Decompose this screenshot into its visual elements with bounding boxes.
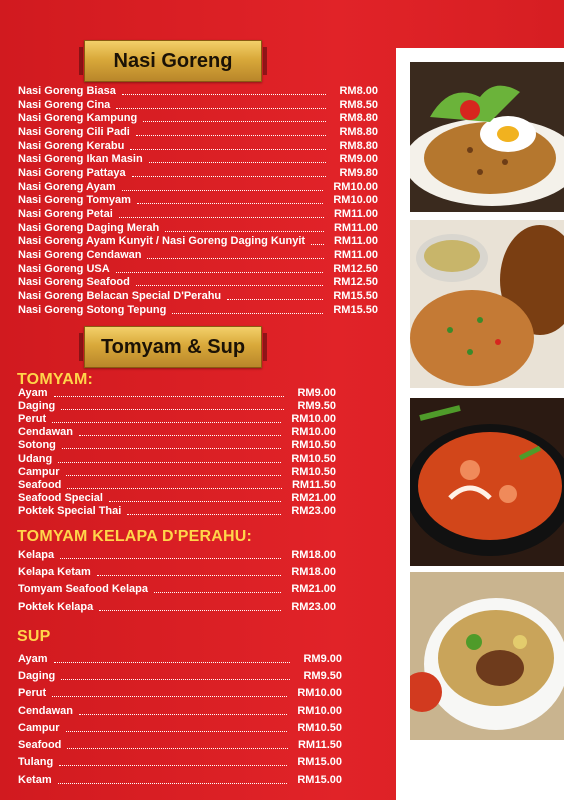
menu-item-price: RM10.50 — [291, 452, 336, 465]
menu-item-price: RM18.00 — [291, 565, 336, 578]
menu-item — [18, 98, 378, 112]
sup-list — [18, 650, 342, 788]
menu-item — [18, 426, 336, 439]
menu-item-price: RM12.50 — [333, 276, 378, 289]
menu-item-price: RM15.00 — [297, 756, 342, 769]
leader-dots — [143, 120, 326, 122]
menu-item-price: RM9.50 — [297, 399, 336, 412]
leader-dots — [149, 161, 326, 163]
menu-item-name: Poktek Special Thai — [18, 505, 122, 518]
nasi-goreng-title: Nasi Goreng — [113, 49, 233, 72]
menu-item — [18, 771, 342, 788]
menu-item-name: Perut — [18, 412, 47, 425]
leader-dots — [52, 421, 281, 423]
menu-item-price: RM15.00 — [297, 773, 342, 786]
menu-item — [18, 581, 336, 598]
menu-item-price: RM9.00 — [297, 386, 336, 399]
menu-item — [18, 719, 342, 736]
menu-item-name: Ayam — [18, 386, 48, 399]
menu-item-name: Poktek Kelapa — [18, 600, 94, 613]
menu-item-name: Campur — [18, 721, 60, 734]
menu-item-price: RM8.80 — [339, 112, 378, 125]
leader-dots — [66, 730, 288, 732]
menu-item-name: Ketam — [18, 773, 52, 786]
tomyam-list — [18, 386, 336, 518]
menu-item-price: RM10.00 — [297, 704, 342, 717]
leader-dots — [61, 408, 284, 410]
leader-dots — [116, 107, 326, 109]
leader-dots — [67, 747, 288, 749]
menu-item-price: RM10.50 — [291, 439, 336, 452]
menu-item-name: Nasi Goreng Kerabu — [18, 139, 125, 152]
menu-item-price: RM10.50 — [291, 465, 336, 478]
menu-item — [18, 276, 378, 290]
menu-item — [18, 125, 378, 139]
menu-item — [18, 386, 336, 399]
menu-item — [18, 563, 336, 580]
menu-item — [18, 505, 336, 518]
menu-item — [18, 180, 378, 194]
menu-item-name: Ayam — [18, 652, 48, 665]
leader-dots — [58, 782, 288, 784]
leader-dots — [97, 574, 282, 576]
leader-dots — [154, 591, 281, 593]
leader-dots — [147, 257, 323, 259]
menu-item-name: Nasi Goreng Ayam Kunyit / Nasi Goreng Daging Kunyit — [18, 235, 306, 248]
menu-item-name: Daging — [18, 669, 56, 682]
nasi-goreng-list — [18, 84, 378, 317]
tomyam-heading: TOMYAM: — [17, 371, 94, 388]
menu-item — [18, 152, 378, 166]
menu-item-price: RM15.50 — [333, 303, 378, 316]
leader-dots — [122, 93, 326, 95]
menu-item — [18, 754, 342, 771]
menu-item-name: Nasi Goreng Cendawan — [18, 249, 142, 262]
sup-photo — [410, 572, 564, 740]
menu-item-price: RM11.00 — [333, 221, 378, 234]
menu-item-price: RM18.00 — [291, 548, 336, 561]
leader-dots — [172, 312, 323, 314]
leader-dots — [79, 434, 281, 436]
menu-item-price: RM21.00 — [291, 492, 336, 505]
menu-item-name: Daging — [18, 399, 56, 412]
menu-item — [18, 478, 336, 491]
leader-dots — [109, 500, 281, 502]
leader-dots — [52, 695, 287, 697]
menu-item — [18, 235, 378, 249]
menu-item-price: RM10.50 — [297, 721, 342, 734]
leader-dots — [127, 513, 281, 515]
menu-item-price: RM11.50 — [297, 739, 342, 752]
menu-item — [18, 439, 336, 452]
menu-item-price: RM9.00 — [303, 652, 342, 665]
menu-item-name: Campur — [18, 465, 60, 478]
leader-dots — [67, 487, 282, 489]
menu-item — [18, 546, 336, 563]
nasi-goreng-banner — [84, 40, 262, 82]
menu-item — [18, 139, 378, 153]
tomyam-kelapa-list — [18, 546, 336, 615]
menu-item-name: Nasi Goreng Tomyam — [18, 194, 131, 207]
menu-item-name: Seafood Special — [18, 492, 103, 505]
menu-item-name: Sotong — [18, 439, 56, 452]
menu-item-name: Tomyam Seafood Kelapa — [18, 583, 148, 596]
menu-item-name: Nasi Goreng Cili Padi — [18, 125, 130, 138]
leader-dots — [137, 202, 323, 204]
menu-item — [18, 289, 378, 303]
menu-item-price: RM10.00 — [297, 687, 342, 700]
menu-item — [18, 736, 342, 753]
menu-item-price: RM23.00 — [291, 505, 336, 518]
menu-item-name: Seafood — [18, 739, 62, 752]
menu-item-name: Seafood — [18, 478, 62, 491]
menu-item-name: Cendawan — [18, 426, 74, 439]
leader-dots — [311, 243, 324, 245]
leader-dots — [165, 230, 324, 232]
menu-item-price: RM23.00 — [291, 600, 336, 613]
menu-item-name: Nasi Goreng Kampung — [18, 112, 138, 125]
menu-item — [18, 248, 378, 262]
menu-item — [18, 685, 342, 702]
menu-item — [18, 399, 336, 412]
leader-dots — [132, 175, 326, 177]
menu-item — [18, 702, 342, 719]
leader-dots — [119, 216, 324, 218]
leader-dots — [59, 764, 287, 766]
menu-item — [18, 166, 378, 180]
menu-item — [18, 221, 378, 235]
menu-item-price: RM11.00 — [333, 235, 378, 248]
menu-item-name: Nasi Goreng Sotong Tepung — [18, 303, 167, 316]
menu-item — [18, 412, 336, 425]
leader-dots — [62, 447, 281, 449]
leader-dots — [136, 284, 324, 286]
leader-dots — [58, 461, 281, 463]
leader-dots — [54, 661, 290, 663]
menu-item — [18, 598, 336, 615]
menu-item-name: Udang — [18, 452, 53, 465]
menu-item-name: Nasi Goreng Belacan Special D'Perahu — [18, 290, 222, 303]
menu-item-name: Nasi Goreng Seafood — [18, 276, 130, 289]
menu-item — [18, 207, 378, 221]
menu-item-name: Perut — [18, 687, 47, 700]
tomyam-kelapa-heading: TOMYAM KELAPA D'PERAHU: — [17, 528, 253, 545]
leader-dots — [130, 148, 326, 150]
menu-item-price: RM10.00 — [333, 180, 378, 193]
leader-dots — [227, 298, 323, 300]
menu-item-name: Nasi Goreng Ayam — [18, 180, 116, 193]
menu-item-price: RM9.50 — [303, 669, 342, 682]
menu-item-name: Nasi Goreng Pattaya — [18, 166, 126, 179]
menu-item-price: RM11.00 — [333, 249, 378, 262]
menu-item-price: RM8.80 — [339, 125, 378, 138]
menu-item-price: RM8.80 — [339, 139, 378, 152]
menu-item — [18, 650, 342, 667]
fried-rice-photo — [410, 62, 564, 212]
menu-item-price: RM12.50 — [333, 262, 378, 275]
fried-rice-chicken-photo — [410, 220, 564, 388]
menu-item — [18, 262, 378, 276]
menu-item-name: Kelapa Ketam — [18, 565, 91, 578]
menu-item-price: RM11.00 — [333, 208, 378, 221]
sup-heading: SUP — [17, 628, 51, 645]
menu-item-name: Nasi Goreng Petai — [18, 208, 113, 221]
menu-item — [18, 492, 336, 505]
menu-item-price: RM21.00 — [291, 583, 336, 596]
menu-item — [18, 667, 342, 684]
leader-dots — [99, 609, 281, 611]
menu-item-name: Kelapa — [18, 548, 55, 561]
menu-item-price: RM8.50 — [339, 98, 378, 111]
menu-item-price: RM9.00 — [339, 153, 378, 166]
tomyam-sup-banner — [84, 326, 262, 368]
leader-dots — [122, 189, 324, 191]
leader-dots — [136, 134, 326, 136]
menu-item — [18, 194, 378, 208]
tomyam-sup-title: Tomyam & Sup — [100, 335, 246, 358]
menu-item — [18, 111, 378, 125]
menu-item-price: RM10.00 — [333, 194, 378, 207]
menu-item-name: Nasi Goreng Daging Merah — [18, 221, 160, 234]
menu-item-price: RM10.00 — [291, 426, 336, 439]
menu-item-price: RM10.00 — [291, 412, 336, 425]
menu-item — [18, 84, 378, 98]
menu-item-name: Nasi Goreng Biasa — [18, 84, 116, 97]
menu-item-name: Nasi Goreng USA — [18, 262, 110, 275]
photo-column — [396, 48, 564, 800]
leader-dots — [61, 678, 290, 680]
menu-item-name: Tulang — [18, 756, 54, 769]
leader-dots — [116, 271, 324, 273]
menu-item-name: Nasi Goreng Ikan Masin — [18, 153, 143, 166]
menu-item-price: RM15.50 — [333, 290, 378, 303]
leader-dots — [66, 474, 282, 476]
menu-item-price: RM8.00 — [339, 84, 378, 97]
leader-dots — [79, 713, 287, 715]
menu-item — [18, 452, 336, 465]
tomyam-seafood-photo — [410, 398, 564, 566]
leader-dots — [54, 395, 284, 397]
menu-item — [18, 303, 378, 317]
menu-item-price: RM11.50 — [291, 478, 336, 491]
menu-item — [18, 465, 336, 478]
menu-item-price: RM9.80 — [339, 166, 378, 179]
leader-dots — [60, 557, 281, 559]
menu-item-name: Cendawan — [18, 704, 74, 717]
menu-item-name: Nasi Goreng Cina — [18, 98, 111, 111]
